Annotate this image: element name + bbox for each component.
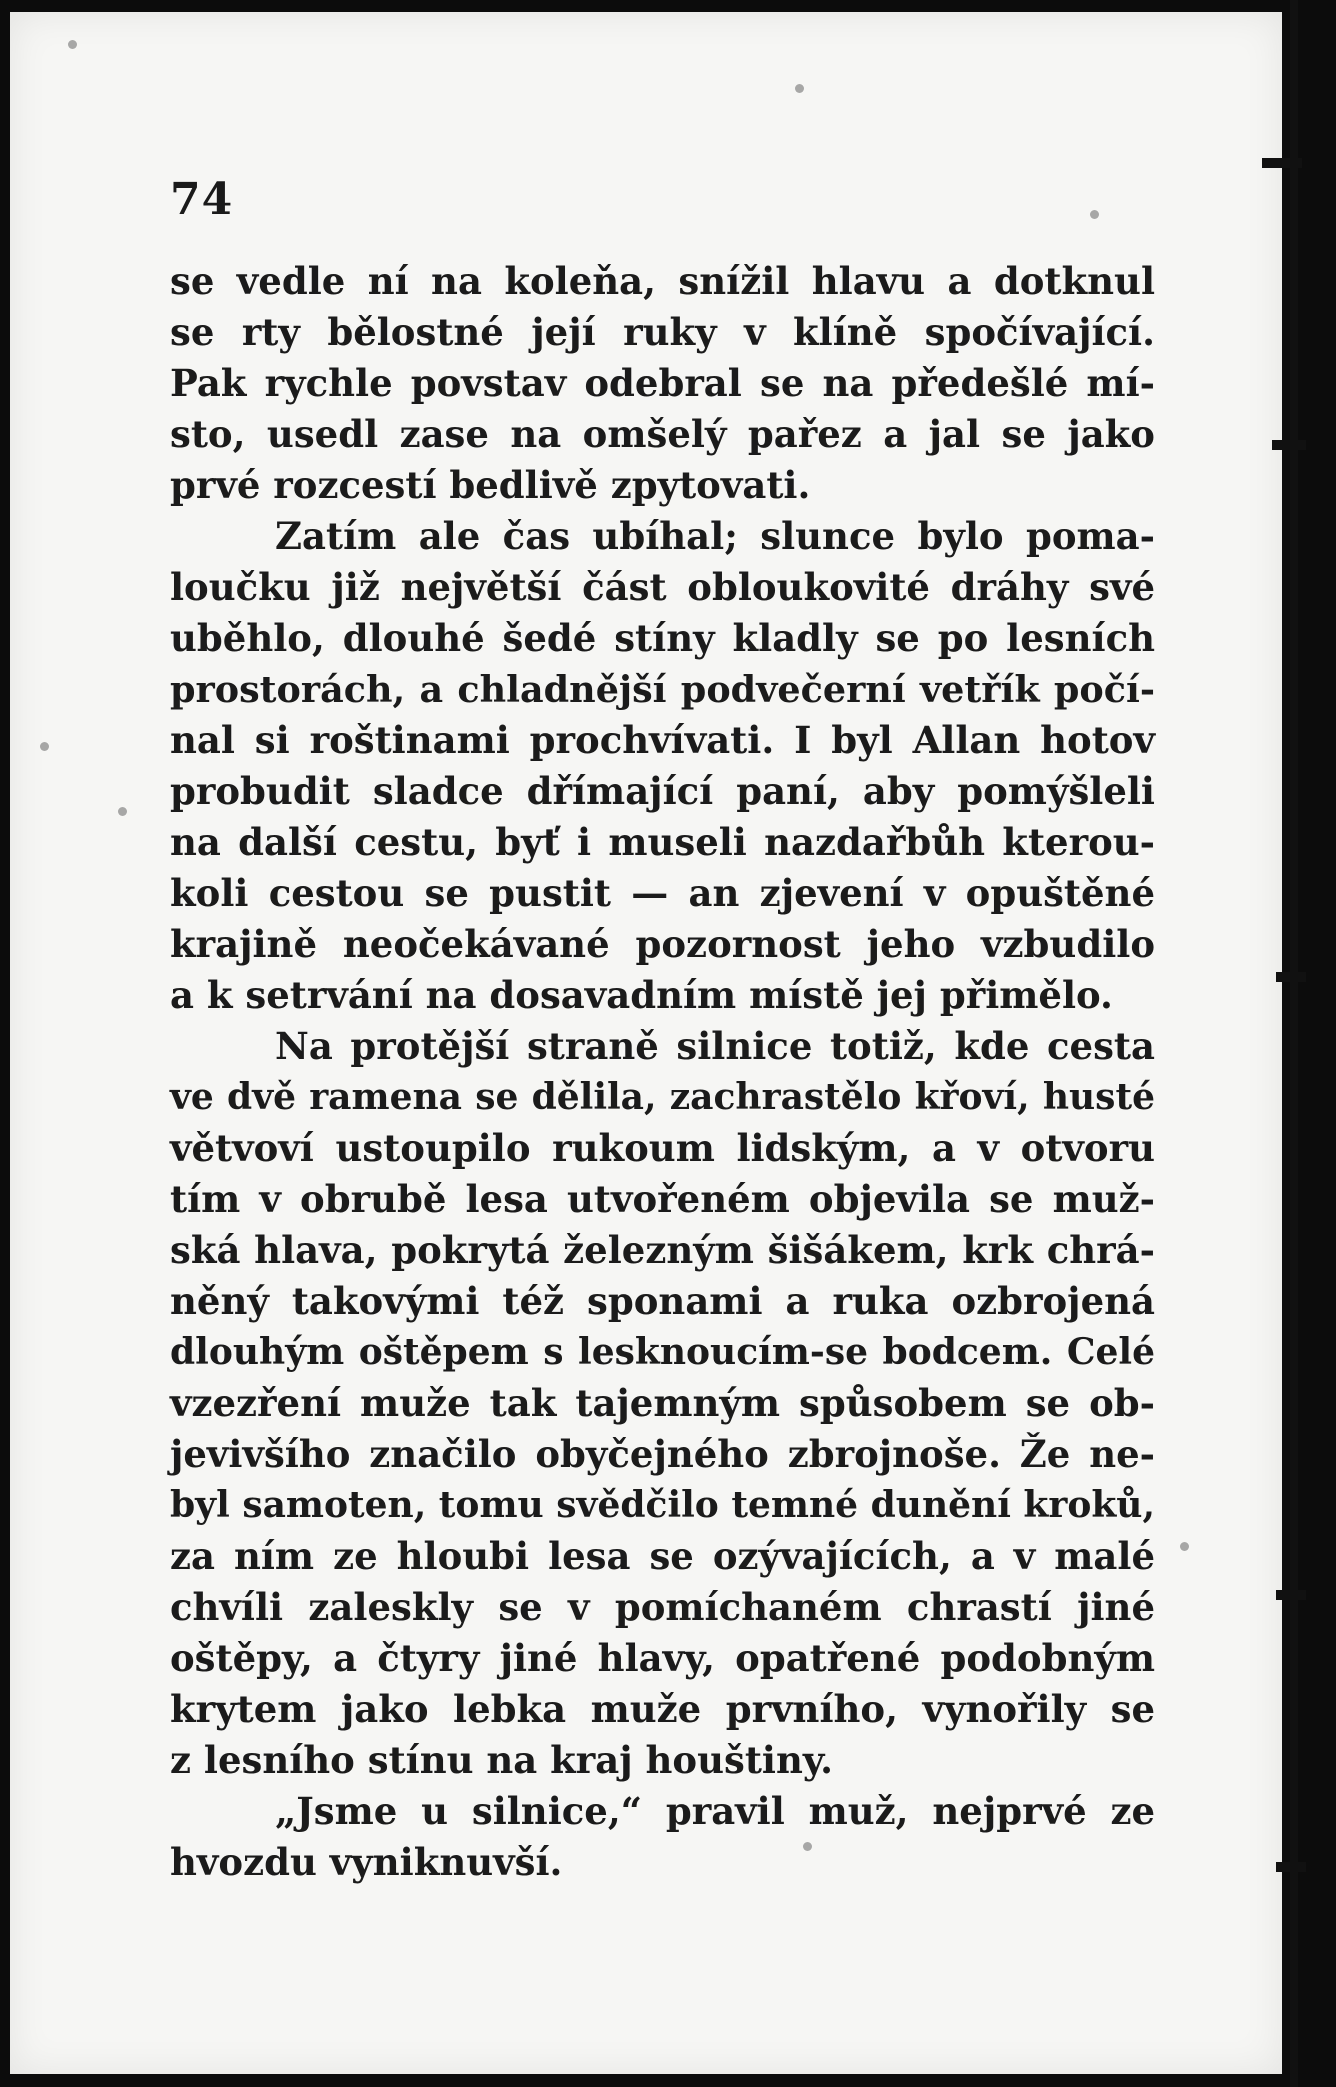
text-line: byl samoten, tomu svědčilo temné dunění kroků, bbox=[170, 1484, 1155, 1526]
text-line: prvé rozcestí bedlivě zpytovati. bbox=[170, 463, 811, 507]
text-line: jevivšího značilo obyčejného zbrojnoše. Že ne- bbox=[170, 1432, 1155, 1476]
text-line: hvozdu vyniknuvší. bbox=[170, 1840, 563, 1884]
text-line: za ním ze hloubi lesa se ozývajících, a v malé bbox=[170, 1534, 1155, 1578]
text-line: něný takovými též sponami a ruka ozbrojená bbox=[170, 1279, 1155, 1323]
text-line: probudit sladce dřímající paní, aby pomýšleli bbox=[170, 769, 1155, 813]
book-page bbox=[10, 12, 1282, 2074]
text-line: Na protější straně silnice totiž, kde cesta bbox=[275, 1024, 1155, 1068]
text-line: ve dvě ramena se dělila, zachrastělo křoví, husté bbox=[170, 1076, 1155, 1118]
text-line: větvoví ustoupilo rukoum lidským, a v otvoru bbox=[170, 1126, 1155, 1170]
body-text bbox=[170, 256, 1155, 1888]
edge-mark bbox=[1276, 1590, 1306, 1600]
text-line: krajině neočekávané pozornost jeho vzbudilo bbox=[170, 922, 1155, 966]
text-line: na další cestu, byť i museli nazdařbůh kterou- bbox=[170, 820, 1155, 864]
paper-speck bbox=[795, 84, 804, 93]
edge-mark bbox=[1276, 972, 1306, 982]
edge-mark bbox=[1272, 440, 1306, 450]
paper-speck bbox=[118, 807, 127, 816]
text-line: nal si roštinami prochvívati. I byl Allan hotov bbox=[170, 718, 1155, 762]
text-line: se rty bělostné její ruky v klíně spočívající. bbox=[170, 310, 1155, 354]
text-line: „Jsme u silnice,“ pravil muž, nejprvé ze bbox=[275, 1789, 1155, 1833]
text-line: se vedle ní na koleňa, snížil hlavu a dotknul bbox=[170, 259, 1155, 303]
text-line: vzezření muže tak tajemným spůsobem se ob- bbox=[170, 1381, 1155, 1425]
text-line: Zatím ale čas ubíhal; slunce bylo poma- bbox=[275, 514, 1155, 558]
paper-speck bbox=[68, 40, 77, 49]
text-line: loučku již největší část obloukovité dráhy své bbox=[170, 565, 1155, 609]
page-edge bbox=[1290, 0, 1298, 2087]
text-line: uběhlo, dlouhé šedé stíny kladly se po lesních bbox=[170, 616, 1155, 660]
text-line: Pak rychle povstav odebral se na předešlé mí- bbox=[170, 361, 1155, 405]
text-line: tím v obrubě lesa utvořeném objevila se muž- bbox=[170, 1177, 1155, 1221]
text-line: chvíli zaleskly se v pomíchaném chrastí jiné bbox=[170, 1585, 1155, 1629]
text-line: sto, usedl zase na omšelý pařez a jal se jako bbox=[170, 412, 1155, 456]
text-line: koli cestou se pustit — an zjevení v opuštěné bbox=[170, 871, 1155, 915]
paper-speck bbox=[803, 1842, 812, 1851]
text-line: z lesního stínu na kraj houštiny. bbox=[170, 1738, 834, 1782]
text-line: ská hlava, pokrytá železným šišákem, krk chrá- bbox=[170, 1228, 1155, 1272]
text-line: dlouhým oštěpem s lesknoucím-se bodcem. Celé bbox=[170, 1331, 1155, 1373]
edge-mark bbox=[1276, 1862, 1306, 1872]
text-line: oštěpy, a čtyry jiné hlavy, opatřené podobným bbox=[170, 1636, 1155, 1680]
paper-speck bbox=[1180, 1542, 1189, 1551]
paper-speck bbox=[1090, 210, 1099, 219]
text-line: a k setrvání na dosavadním místě jej přimělo. bbox=[170, 973, 1113, 1017]
edge-mark bbox=[1262, 158, 1302, 168]
page-number: 74 bbox=[170, 174, 234, 225]
paper-speck bbox=[40, 742, 49, 751]
text-line: prostorách, a chladnější podvečerní vetřík počí- bbox=[170, 668, 1155, 711]
text-line: krytem jako lebka muže prvního, vynořily se bbox=[170, 1687, 1155, 1731]
